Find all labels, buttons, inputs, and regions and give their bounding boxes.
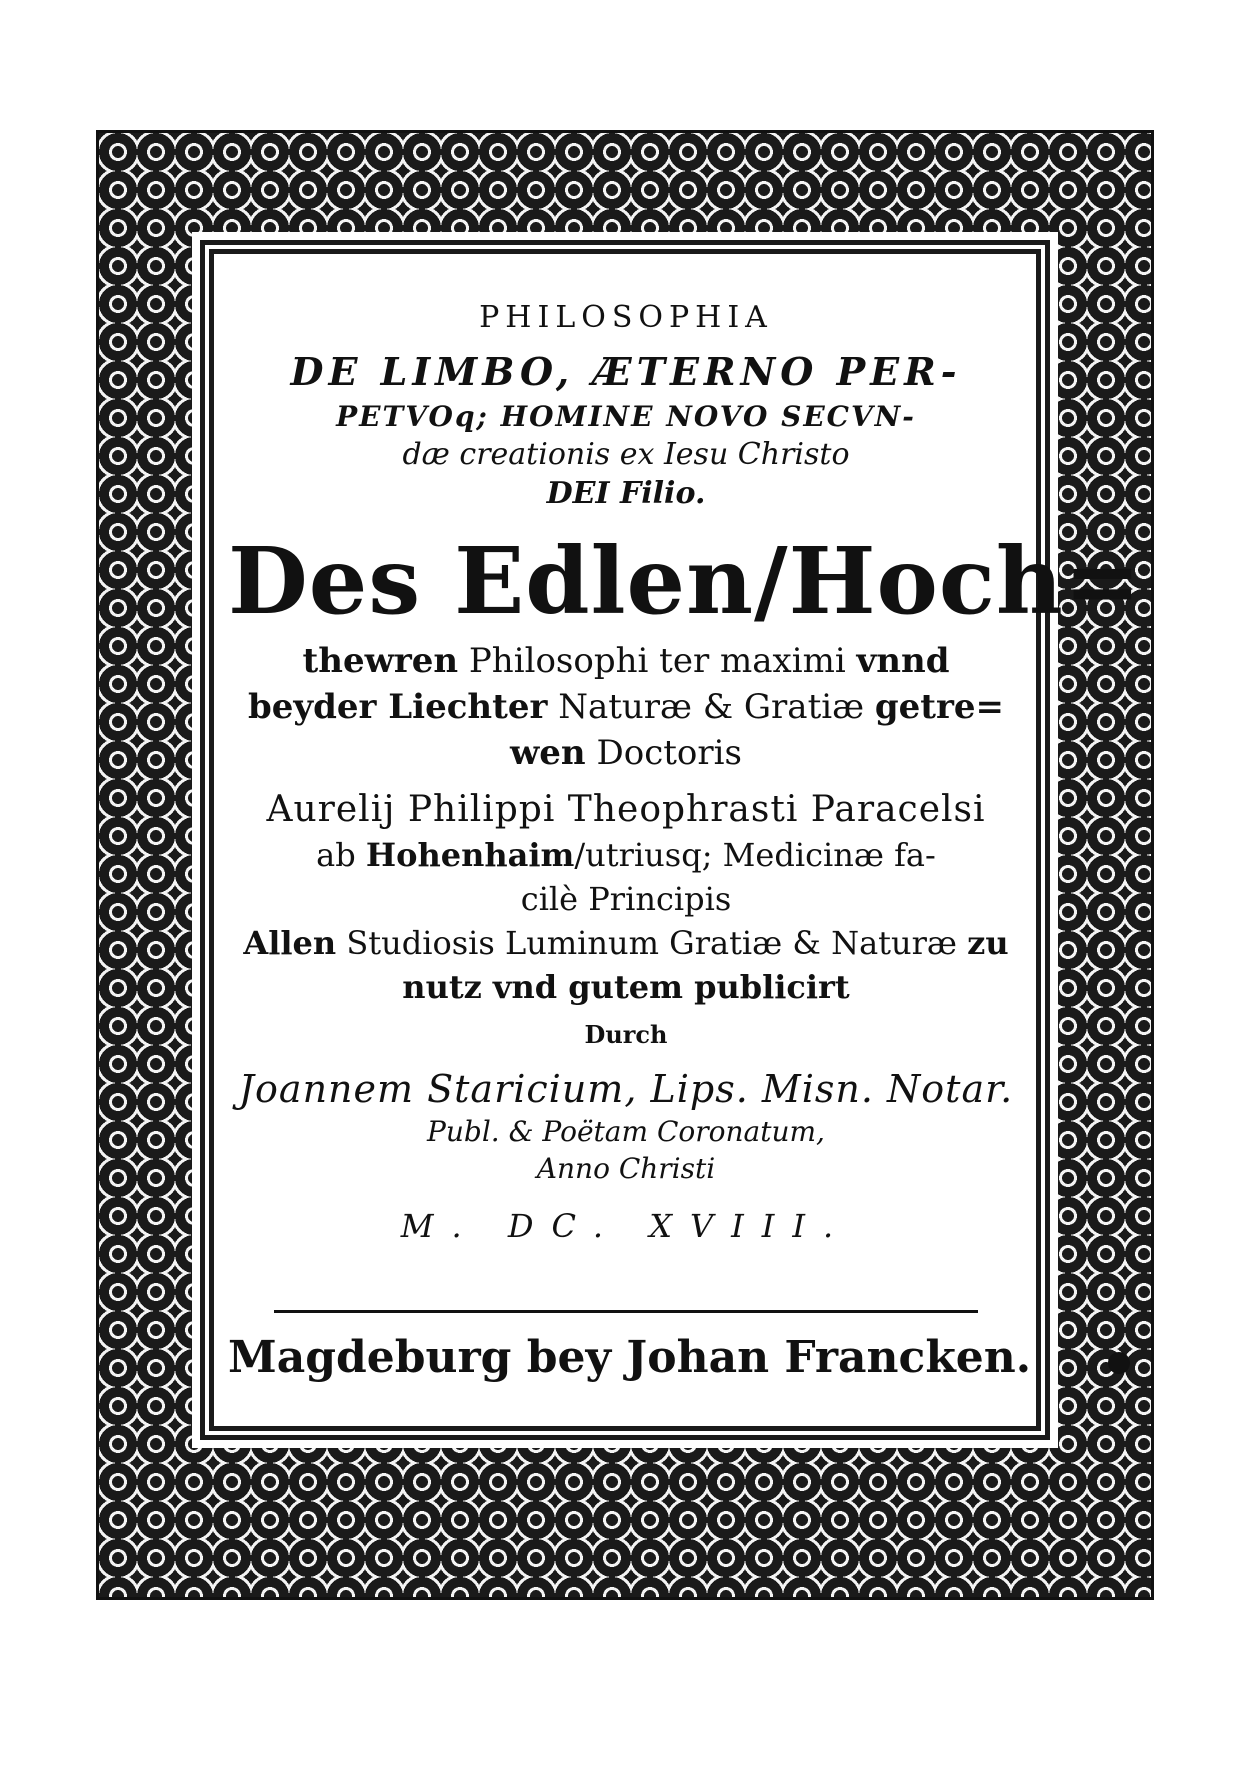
- body-line-2-b: Naturæ & Gratiæ: [547, 686, 875, 727]
- blackletter-heading: Des Edlen/Hoch=: [228, 527, 1142, 635]
- title-line-3: PETVOq; HOMINE NOVO SECVN-: [336, 400, 916, 433]
- ink-blot: [1108, 1352, 1130, 1374]
- title-line-1: PHILOSOPHIA: [479, 300, 773, 335]
- body-line-3-a: wen: [510, 732, 586, 773]
- body-line-8: nutz vnd gutem publicirt: [402, 967, 850, 1006]
- body-line-5: [228, 836, 1024, 874]
- title-line-2: DE LIMBO, ÆTERNO PER-: [290, 349, 962, 394]
- body-line-2-a: beyder Liechter: [247, 686, 548, 727]
- body-line-1-a: thewren: [302, 640, 459, 681]
- body-line-2-c: getre=: [874, 686, 1005, 727]
- body-line-7-a: Allen: [243, 923, 337, 962]
- title-line-4: dæ creationis ex Iesu Christo: [402, 437, 850, 472]
- body-line-7-b: Studiosis Luminum Gratiæ & Naturæ: [336, 923, 968, 962]
- imprint: Magdeburg bey Johan Francken.: [228, 1332, 1032, 1383]
- body-line-5-a: ab: [316, 835, 366, 874]
- body-line-1-b: Philosophi ter maximi: [458, 640, 857, 681]
- body-line-7-c: zu: [967, 923, 1009, 962]
- body-line-4: Aurelij Philippi Theophrasti Paracelsi: [266, 788, 986, 830]
- body-line-7: [228, 924, 1024, 962]
- body-line-3: [228, 733, 1024, 773]
- title-line-5: DEI Filio.: [546, 476, 706, 511]
- author-line-1: Joannem Staricium, Lips. Misn. Notar.: [238, 1066, 1014, 1111]
- body-line-1: [228, 641, 1024, 681]
- body-line-6: cilè Principis: [520, 879, 732, 918]
- body-line-5-b: Hohenhaim: [365, 835, 575, 874]
- body-line-5-c: /utriusq; Medicinæ fa-: [574, 835, 936, 874]
- author-line-2: Publ. & Poëtam Coronatum,: [427, 1114, 825, 1148]
- body-line-2: [228, 687, 1024, 727]
- body-line-9: Durch: [584, 1019, 668, 1049]
- publication-year: M. DC. XVIII.: [400, 1206, 852, 1245]
- divider-rule: [274, 1310, 978, 1313]
- body-line-1-c: vnnd: [856, 640, 950, 681]
- title-page: [228, 262, 1142, 1418]
- author-line-3: Anno Christi: [536, 1151, 716, 1185]
- body-line-3-b: Doctoris: [585, 732, 742, 773]
